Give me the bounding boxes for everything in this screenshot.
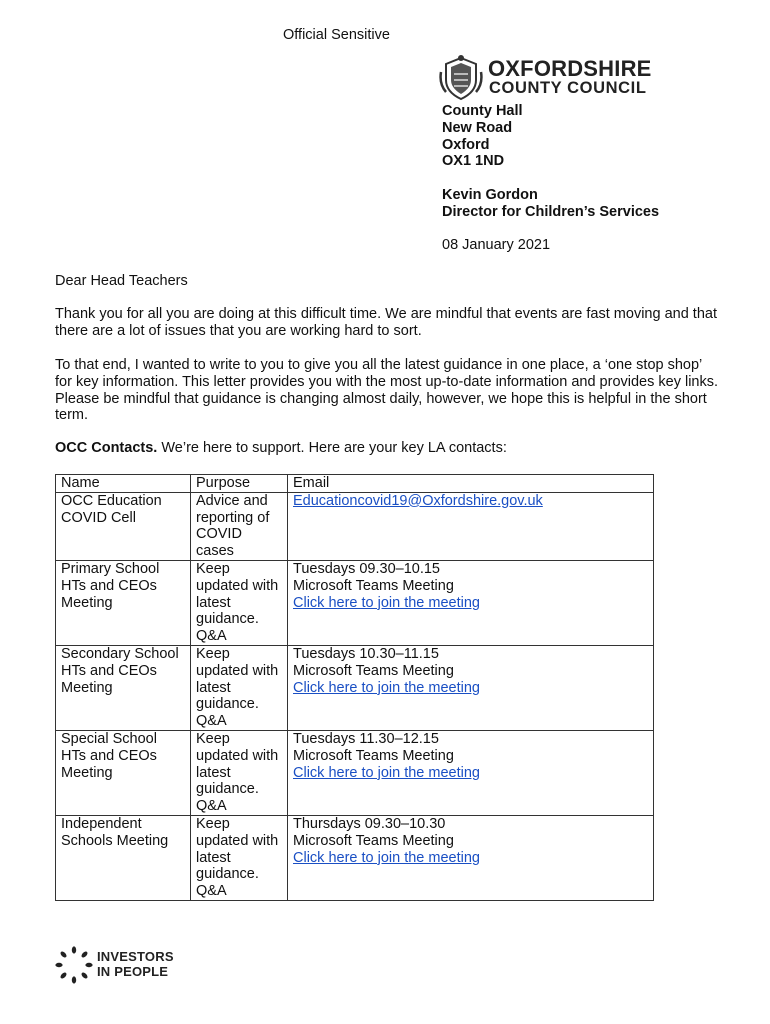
table-row bbox=[56, 645, 654, 730]
contact-details bbox=[288, 730, 654, 815]
contact-name: Special School HTs and CEOs Meeting bbox=[56, 730, 191, 815]
contacts-intro bbox=[55, 440, 720, 457]
address-line: Oxford bbox=[442, 136, 490, 153]
email-link[interactable]: Educationcovid19@Oxfordshire.gov.uk bbox=[293, 492, 543, 509]
paragraph: To that end, I wanted to write to you to give you all the latest guidance in one place, a ‘one stop shop’ for key information. This letter provides you with the most up-to-date information and provides key links. Please be mindful that guidance is changing almost daily, however, we hope this is helpful in the short term. bbox=[55, 357, 719, 424]
contact-purpose: Advice and reporting of COVID cases bbox=[191, 492, 288, 560]
meeting-platform: Microsoft Teams Meeting bbox=[293, 832, 454, 849]
join-meeting-link[interactable]: Click here to join the meeting bbox=[293, 764, 480, 781]
investors-in-people-logo bbox=[55, 946, 185, 984]
meeting-time: Tuesdays 11.30–12.15 bbox=[293, 730, 439, 747]
column-header: Name bbox=[56, 475, 191, 493]
contact-details bbox=[288, 560, 654, 645]
join-meeting-link[interactable]: Click here to join the meeting bbox=[293, 594, 480, 611]
sender-title: Director for Children’s Services bbox=[442, 203, 660, 220]
meeting-time: Tuesdays 09.30–10.15 bbox=[293, 560, 440, 577]
meeting-time: Tuesdays 10.30–11.15 bbox=[293, 645, 439, 662]
iip-line2: IN PEOPLE bbox=[97, 964, 169, 979]
sender-name: Kevin Gordon bbox=[442, 187, 538, 203]
address-line: New Road bbox=[442, 119, 513, 136]
contacts-table bbox=[55, 474, 654, 901]
iip-line1: INVESTORS bbox=[97, 949, 174, 964]
join-meeting-link[interactable]: Click here to join the meeting bbox=[293, 679, 480, 696]
council-logo bbox=[438, 52, 678, 104]
meeting-platform: Microsoft Teams Meeting bbox=[293, 662, 454, 679]
investors-in-people-text bbox=[97, 949, 174, 979]
meeting-platform: Microsoft Teams Meeting bbox=[293, 747, 454, 764]
logo-line2: COUNTY COUNCIL bbox=[489, 79, 647, 97]
salutation: Dear Head Teachers bbox=[55, 273, 188, 289]
contact-details bbox=[288, 645, 654, 730]
column-header: Purpose bbox=[191, 475, 288, 493]
paragraph: Thank you for all you are doing at this difficult time. We are mindful that events are fast moving and that there are a lot of issues that you are working hard to sort. bbox=[55, 306, 717, 339]
address-line: OX1 1ND bbox=[442, 153, 505, 170]
table-row bbox=[56, 560, 654, 645]
table-row bbox=[56, 815, 654, 900]
security-marking: Official Sensitive bbox=[283, 27, 390, 43]
table-row bbox=[56, 492, 654, 560]
contact-purpose: Keep updated with latest guidance. Q&A bbox=[191, 645, 288, 730]
investors-in-people-wreath-icon bbox=[55, 946, 93, 984]
contact-name: OCC Education COVID Cell bbox=[56, 492, 191, 560]
council-crest-icon bbox=[438, 54, 484, 102]
logo-line1: OXFORDSHIRE bbox=[488, 56, 652, 81]
address-block bbox=[442, 103, 523, 170]
column-header: Email bbox=[288, 475, 654, 493]
contact-name: Primary School HTs and CEOs Meeting bbox=[56, 560, 191, 645]
meeting-time: Thursdays 09.30–10.30 bbox=[293, 815, 446, 832]
contact-purpose: Keep updated with latest guidance. Q&A bbox=[191, 730, 288, 815]
letter-date: 08 January 2021 bbox=[442, 237, 551, 253]
meeting-platform: Microsoft Teams Meeting bbox=[293, 577, 454, 594]
table-row bbox=[56, 730, 654, 815]
contacts-intro-bold: OCC Contacts. bbox=[55, 440, 158, 456]
contact-name: Independent Schools Meeting bbox=[56, 815, 191, 900]
contact-details bbox=[288, 815, 654, 900]
contact-purpose: Keep updated with latest guidance. Q&A bbox=[191, 560, 288, 645]
contact-details bbox=[288, 492, 654, 560]
contacts-intro-text: We’re here to support. Here are your key LA contacts: bbox=[157, 440, 507, 456]
sender-block bbox=[442, 187, 659, 221]
address-line: County Hall bbox=[442, 103, 523, 119]
table-header-row bbox=[56, 475, 654, 493]
contact-name: Secondary School HTs and CEOs Meeting bbox=[56, 645, 191, 730]
join-meeting-link[interactable]: Click here to join the meeting bbox=[293, 849, 480, 866]
contact-purpose: Keep updated with latest guidance. Q&A bbox=[191, 815, 288, 900]
